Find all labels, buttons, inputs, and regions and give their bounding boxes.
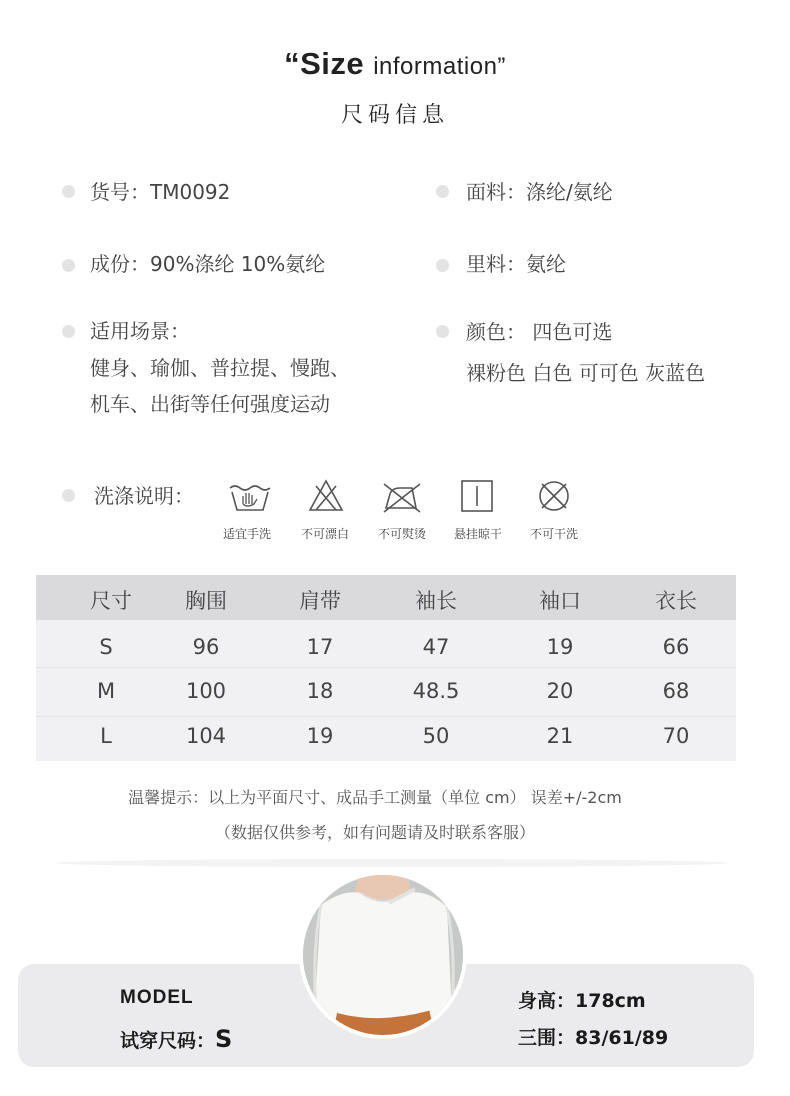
care-label-hand-wash: 适宜手洗	[222, 527, 271, 541]
measurement-note: 温馨提示：以上为平面尺寸、成品手工测量（单位 cm） 误差+/-2cm	[128, 788, 622, 807]
header-chest: 胸围	[185, 589, 227, 613]
care-label-no-dry-clean: 不可干洗	[529, 527, 578, 541]
care-label-no-iron: 不可熨烫	[377, 527, 426, 541]
fit-size-value: S	[215, 1025, 233, 1053]
lining-info: 里料：氨纶	[466, 252, 566, 276]
table-cell: 104	[185, 724, 227, 748]
table-cell: S	[99, 635, 113, 659]
table-cell: 17	[306, 635, 334, 659]
bullet-dot	[436, 325, 449, 338]
bullet-dot	[62, 259, 75, 272]
table-cell: 96	[192, 635, 220, 659]
bullet-dot	[62, 489, 75, 502]
table-cell: 68	[662, 679, 690, 703]
fit-size-label	[120, 1025, 232, 1053]
table-cell: 47	[422, 635, 450, 659]
bullet-dot	[436, 185, 449, 198]
composition-info: 成份：90%涤纶 10%氨纶	[90, 252, 326, 276]
row-divider	[36, 716, 736, 717]
title-light: information”	[373, 53, 506, 80]
header-cuff: 袖口	[539, 589, 581, 613]
header-shoulder: 肩带	[299, 589, 341, 613]
scene-label: 适用场景：	[90, 319, 190, 343]
model-illustration	[303, 875, 463, 1035]
scene-line-2: 机车、出街等任何强度运动	[90, 392, 330, 416]
section-divider	[56, 859, 728, 867]
table-cell: 20	[546, 679, 574, 703]
item-number: 货号：TM0092	[90, 180, 231, 204]
table-cell: 50	[422, 724, 450, 748]
model-height: 身高：178cm	[518, 990, 646, 1012]
table-cell: 19	[306, 724, 334, 748]
bullet-dot	[62, 185, 75, 198]
hand-wash-icon	[226, 476, 274, 516]
model-title: MODEL	[120, 987, 194, 1008]
fabric-info: 面料：涤纶/氨纶	[466, 180, 613, 204]
table-cell: 70	[662, 724, 690, 748]
model-measurements: 三围：83/61/89	[518, 1027, 669, 1049]
table-cell: 18	[306, 679, 334, 703]
care-label-no-bleach: 不可漂白	[300, 527, 349, 541]
fit-size-text: 试穿尺码：	[120, 1030, 216, 1052]
header-sleeve: 袖长	[415, 589, 457, 613]
page-subtitle: 尺码信息	[340, 103, 449, 128]
table-cell: M	[96, 679, 116, 703]
color-list: 裸粉色 白色 可可色 灰蓝色	[466, 361, 706, 385]
scene-line-1: 健身、瑜伽、普拉提、慢跑、	[90, 356, 350, 380]
no-iron-icon	[378, 476, 426, 516]
color-label: 颜色： 四色可选	[466, 320, 613, 344]
table-cell: 100	[185, 679, 227, 703]
size-table	[36, 575, 736, 761]
bullet-dot	[436, 259, 449, 272]
disclaimer-note: （数据仅供参考，如有问题请及时联系客服）	[214, 823, 535, 842]
care-label: 洗涤说明：	[94, 484, 194, 508]
page-title	[0, 46, 790, 82]
table-cell: 21	[546, 724, 574, 748]
care-label-hang-dry: 悬挂晾干	[453, 527, 502, 541]
table-cell: L	[100, 724, 112, 748]
table-cell: 19	[546, 635, 574, 659]
header-size: 尺寸	[90, 589, 132, 613]
bullet-dot	[62, 325, 75, 338]
table-cell: 48.5	[412, 679, 460, 703]
no-bleach-icon	[302, 476, 350, 516]
row-divider	[36, 667, 736, 668]
model-photo	[303, 875, 463, 1035]
hang-dry-icon	[453, 476, 501, 516]
table-cell: 66	[662, 635, 690, 659]
header-length: 衣长	[655, 589, 697, 613]
title-bold: “Size	[284, 46, 365, 81]
no-dry-clean-icon	[530, 476, 578, 516]
